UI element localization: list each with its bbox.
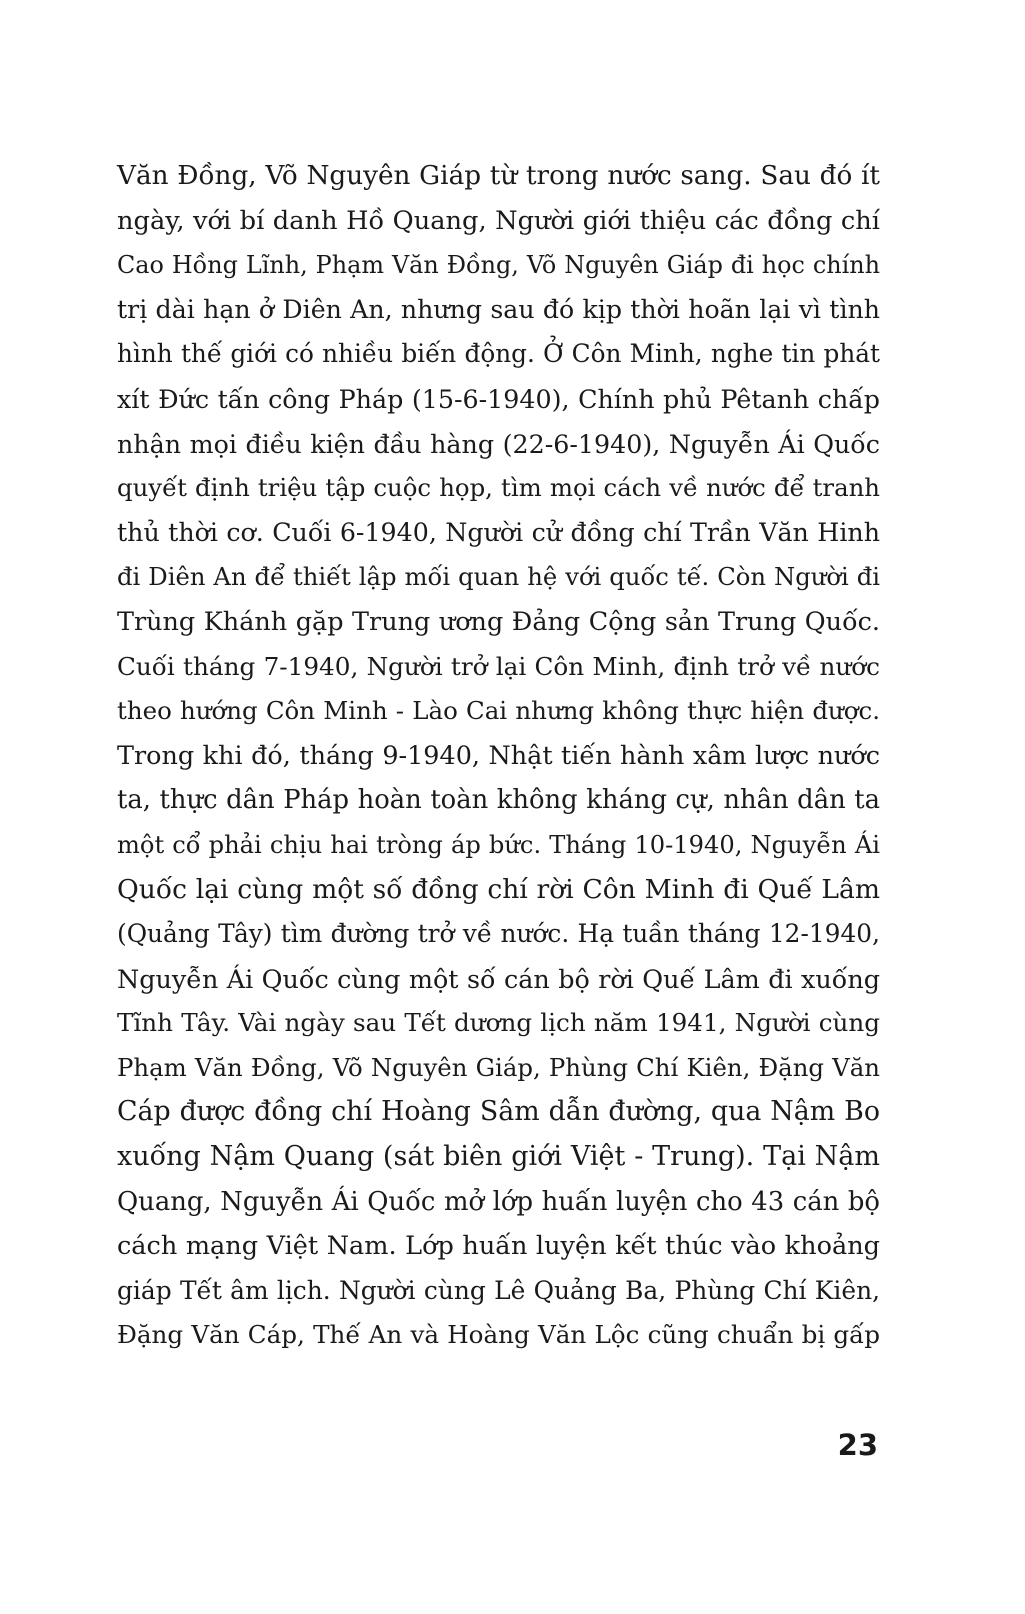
text-line: quyết định triệu tập cuộc họp, tìm mọi cách về nước để tranh <box>117 473 880 503</box>
text-line: ta, thực dân Pháp hoàn toàn không kháng cự, nhân dân ta <box>117 785 880 816</box>
text-line: xít Đức tấn công Pháp (15-6-1940), Chính phủ Pêtanh chấp <box>117 383 880 414</box>
text-line: cách mạng Việt Nam. Lớp huấn luyện kết thúc vào khoảng <box>117 1231 880 1262</box>
body-text <box>117 154 880 1358</box>
text-line: theo hướng Côn Minh - Lào Cai nhưng không thực hiện được. <box>117 696 880 726</box>
text-line: (Quảng Tây) tìm đường trở về nước. Hạ tuần tháng 12-1940, <box>117 919 880 949</box>
text-line: Văn Đồng, Võ Nguyên Giáp từ trong nước sang. Sau đó ít <box>117 161 880 191</box>
text-line: đi Diên An để thiết lập mối quan hệ với quốc tế. Còn Người đi <box>117 562 880 592</box>
text-line: trị dài hạn ở Diên An, nhưng sau đó kịp thời hoãn lại vì tình <box>117 294 880 324</box>
text-line: Đặng Văn Cáp, Thế An và Hoàng Văn Lộc cũng chuẩn bị gấp <box>117 1320 880 1350</box>
text-line: Nguyễn Ái Quốc cùng một số cán bộ rời Quế Lâm đi xuống <box>117 963 880 994</box>
text-line: Phạm Văn Đồng, Võ Nguyên Giáp, Phùng Chí Kiên, Đặng Văn <box>117 1052 880 1082</box>
text-line: nhận mọi điều kiện đầu hàng (22-6-1940), Nguyễn Ái Quốc <box>117 428 880 459</box>
text-line: Trùng Khánh gặp Trung ương Đảng Cộng sản Trung Quốc. <box>117 606 880 637</box>
text-line: xuống Nậm Quang (sát biên giới Việt - Trung). Tại Nậm <box>117 1141 880 1173</box>
text-line: thủ thời cơ. Cuối 6-1940, Người cử đồng chí Trần Văn Hinh <box>117 517 880 547</box>
text-line: Cáp được đồng chí Hoàng Sâm dẫn đường, qua Nậm Bo <box>117 1096 880 1128</box>
text-line: một cổ phải chịu hai tròng áp bức. Tháng 10-1940, Nguyễn Ái <box>117 830 880 859</box>
text-line: Cao Hồng Lĩnh, Phạm Văn Đồng, Võ Nguyên Giáp đi học chính <box>117 251 880 280</box>
text-line: Cuối tháng 7-1940, Người trở lại Côn Minh, định trở về nước <box>117 651 880 681</box>
text-line: Tĩnh Tây. Vài ngày sau Tết dương lịch năm 1941, Người cùng <box>117 1008 880 1038</box>
page-number: 23 <box>837 1428 878 1462</box>
text-line: Trong khi đó, tháng 9-1940, Nhật tiến hành xâm lược nước <box>117 740 880 771</box>
text-line: ngày, với bí danh Hồ Quang, Người giới thiệu các đồng chí <box>117 205 880 236</box>
text-line: Quang, Nguyễn Ái Quốc mở lớp huấn luyện cho 43 cán bộ <box>117 1186 880 1217</box>
text-line: hình thế giới có nhiều biến động. Ở Côn Minh, nghe tin phát <box>117 339 880 369</box>
text-line: Quốc lại cùng một số đồng chí rời Côn Minh đi Quế Lâm <box>117 873 880 905</box>
text-line: giáp Tết âm lịch. Người cùng Lê Quảng Ba, Phùng Chí Kiên, <box>117 1275 880 1305</box>
